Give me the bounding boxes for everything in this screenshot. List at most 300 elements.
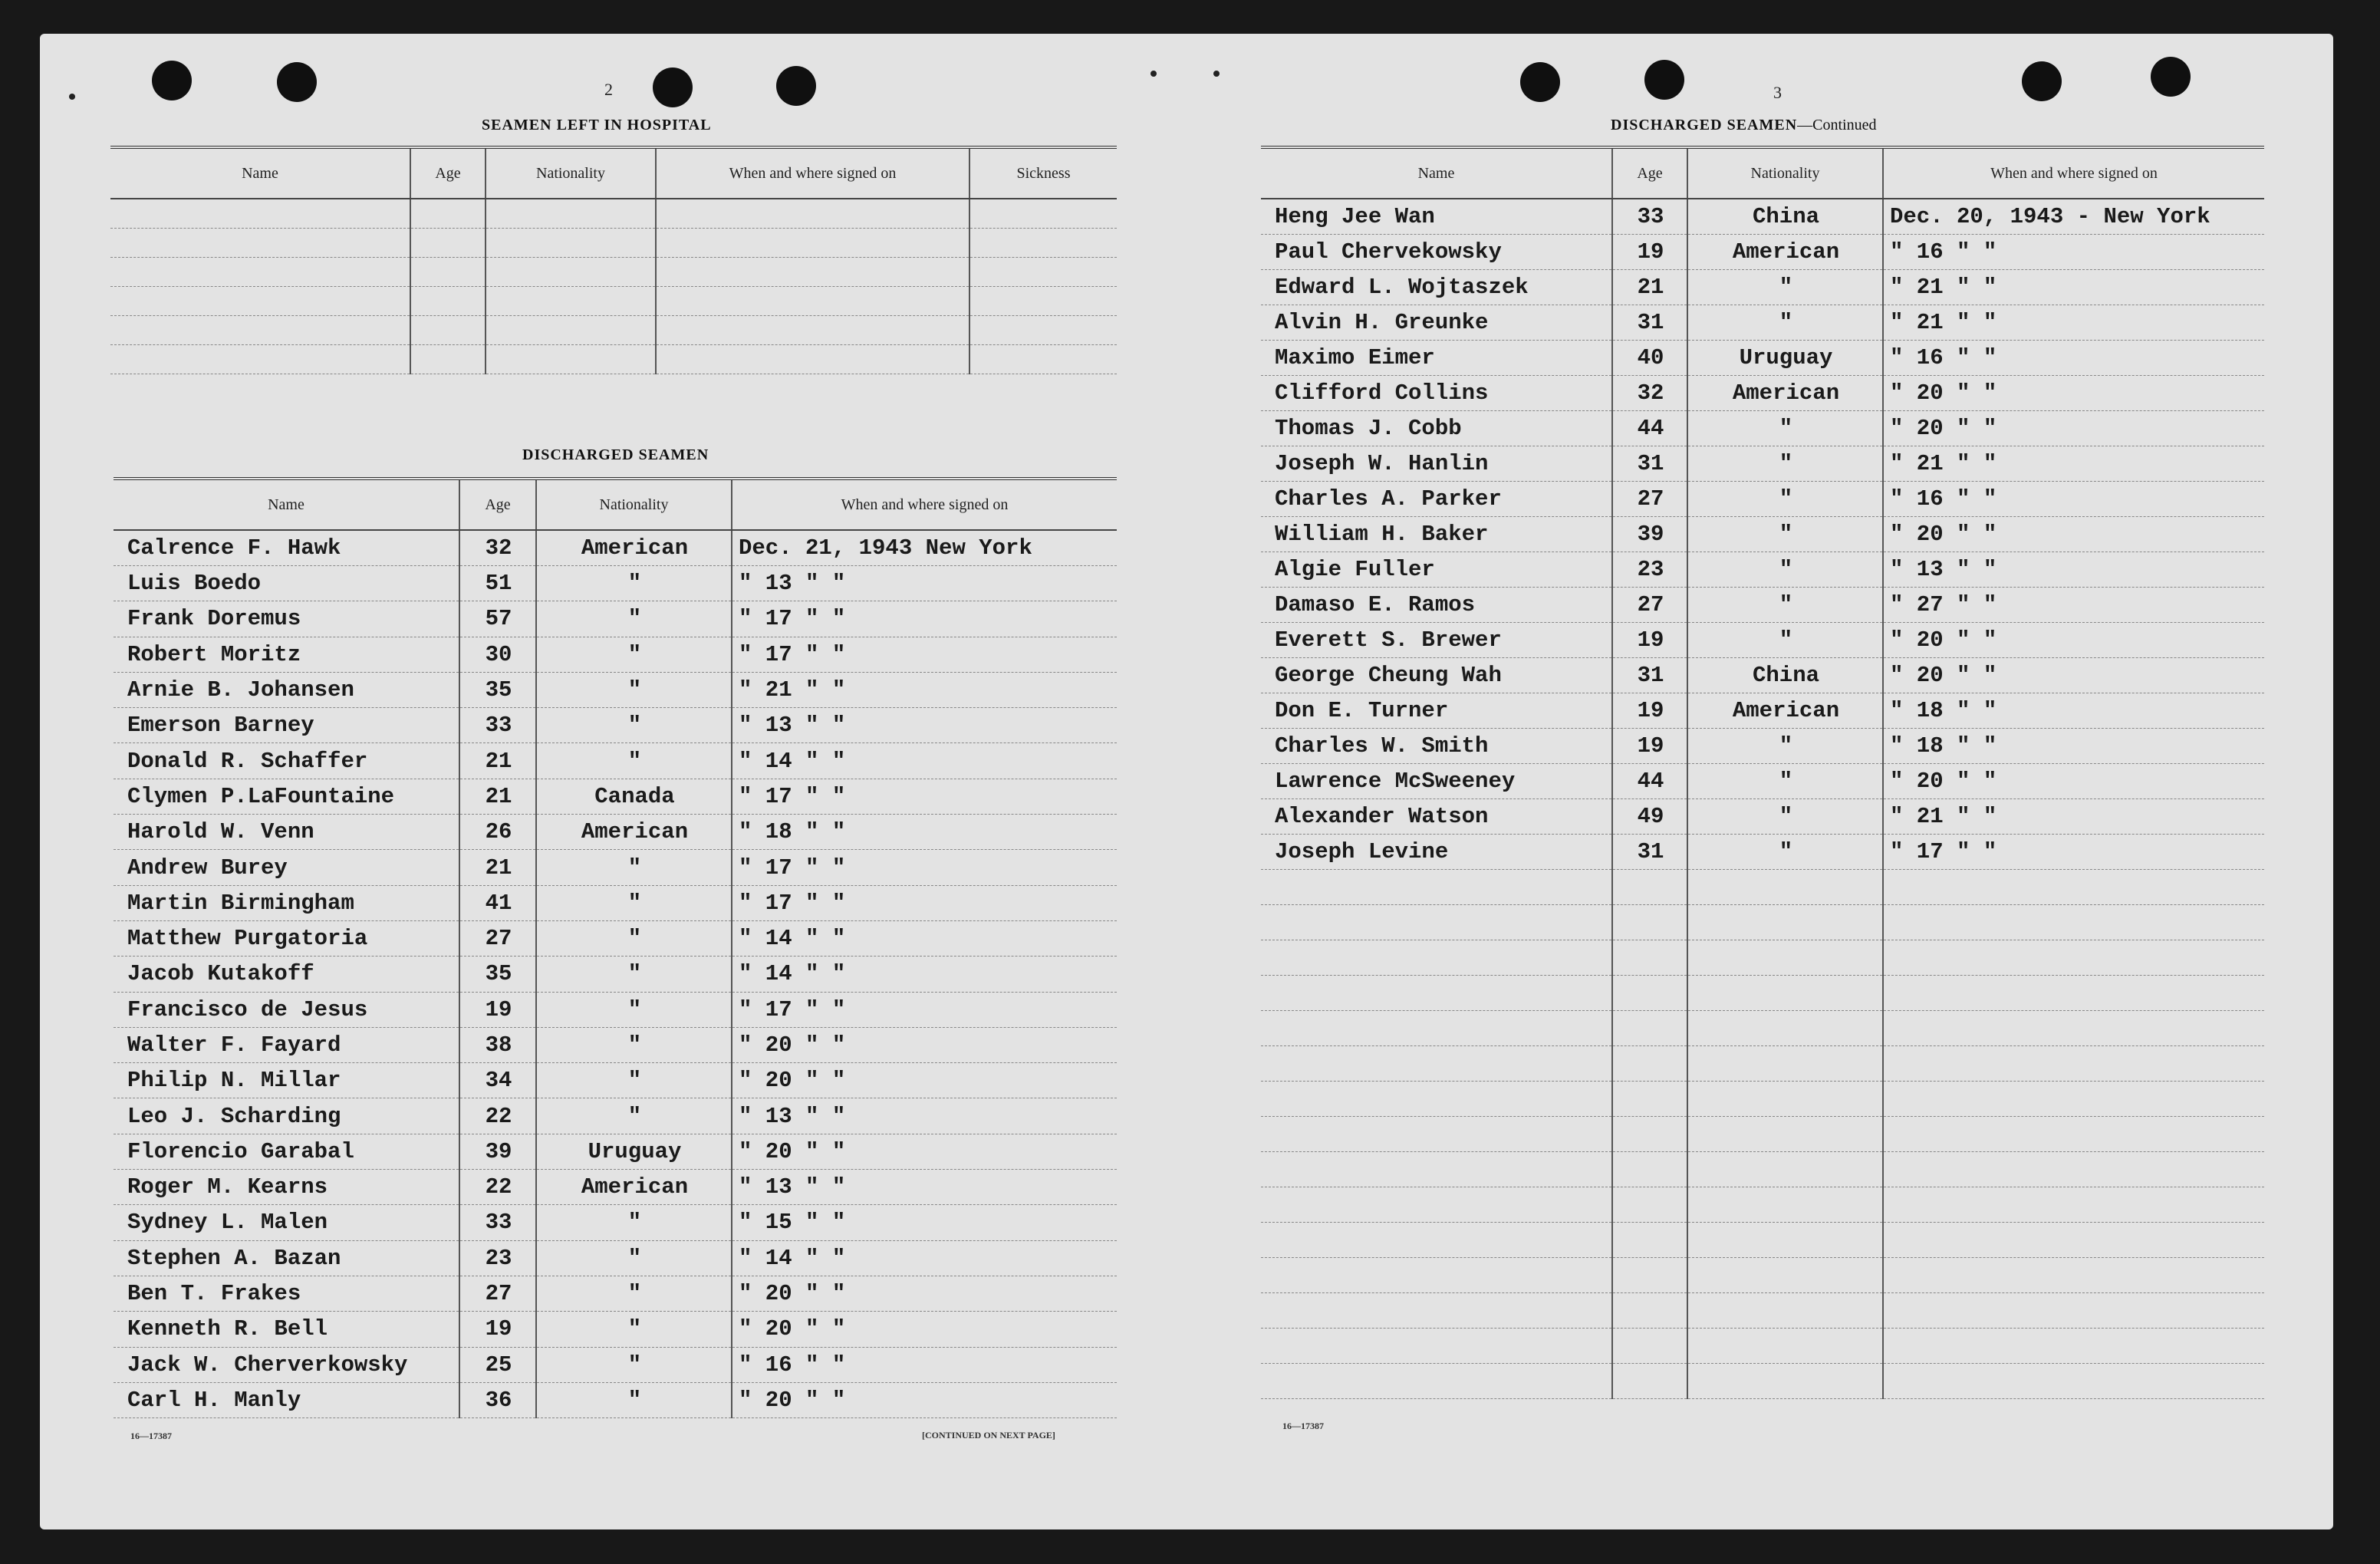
seaman-name: Matthew Purgatoria	[114, 920, 459, 956]
seaman-nationality	[1687, 870, 1883, 905]
signed-on: " 20 " "	[1883, 376, 2264, 411]
seaman-nationality: "	[536, 850, 732, 885]
signed-on	[1883, 1152, 2264, 1187]
signed-on: " 17 " "	[732, 779, 1117, 814]
seaman-name: Clymen P.LaFountaine	[114, 779, 459, 814]
seaman-nationality: "	[1687, 517, 1883, 552]
seaman-nationality: "	[536, 957, 732, 992]
seaman-nationality: "	[536, 1063, 732, 1098]
ink-speck	[1213, 71, 1220, 77]
signed-on: " 18 " "	[1883, 729, 2264, 764]
blank-row	[110, 287, 1117, 316]
blank-row	[110, 316, 1117, 345]
seaman-name: Emerson Barney	[114, 708, 459, 743]
seaman-name: Don E. Turner	[1261, 693, 1612, 729]
signed-on: Dec. 21, 1943 New York	[732, 530, 1117, 566]
punch-hole	[776, 66, 816, 106]
table-row	[1261, 764, 2264, 799]
table-row	[114, 1382, 1117, 1417]
seaman-age	[1612, 1117, 1687, 1152]
signed-on: " 17 " "	[732, 885, 1117, 920]
seaman-name	[1261, 1046, 1612, 1082]
seaman-name: William H. Baker	[1261, 517, 1612, 552]
seaman-name: Leo J. Scharding	[114, 1098, 459, 1134]
signed-on: " 13 " "	[1883, 552, 2264, 588]
blank-row	[110, 199, 1117, 229]
seaman-age: 27	[1612, 482, 1687, 517]
seaman-nationality: "	[1687, 482, 1883, 517]
table-row	[114, 1312, 1117, 1347]
table-row	[114, 1276, 1117, 1311]
blank-row	[1261, 1293, 2264, 1329]
signed-on: " 13 " "	[732, 566, 1117, 601]
seaman-name: Edward L. Wojtaszek	[1261, 270, 1612, 305]
signed-on: " 17 " "	[732, 637, 1117, 672]
seaman-nationality: "	[1687, 270, 1883, 305]
table-row	[114, 672, 1117, 707]
blank-row	[1261, 1258, 2264, 1293]
blank-row	[1261, 870, 2264, 905]
table-row	[1261, 411, 2264, 446]
seaman-nationality: "	[536, 708, 732, 743]
signed-on: " 17 " "	[1883, 835, 2264, 870]
punch-hole	[653, 67, 693, 107]
table-row	[1261, 835, 2264, 870]
table-row	[114, 601, 1117, 637]
empty-cell	[486, 199, 656, 229]
seaman-name: Andrew Burey	[114, 850, 459, 885]
signed-on: " 14 " "	[732, 957, 1117, 992]
empty-cell	[410, 287, 486, 316]
seaman-age: 36	[459, 1382, 536, 1417]
seaman-age: 27	[459, 920, 536, 956]
seaman-name	[1261, 1364, 1612, 1399]
seaman-age: 21	[1612, 270, 1687, 305]
seaman-age: 32	[459, 530, 536, 566]
seaman-age: 21	[459, 743, 536, 779]
signed-on: " 17 " "	[732, 850, 1117, 885]
signed-on	[1883, 1364, 2264, 1399]
blank-row	[1261, 905, 2264, 940]
seaman-nationality: "	[536, 672, 732, 707]
seaman-nationality	[1687, 1223, 1883, 1258]
seaman-name	[1261, 1258, 1612, 1293]
signed-on	[1883, 1258, 2264, 1293]
empty-cell	[110, 345, 410, 374]
seaman-name	[1261, 905, 1612, 940]
seaman-name	[1261, 870, 1612, 905]
signed-on: " 21 " "	[1883, 270, 2264, 305]
seaman-nationality: China	[1687, 199, 1883, 235]
empty-cell	[410, 229, 486, 258]
seaman-nationality: "	[1687, 446, 1883, 482]
seaman-age: 19	[459, 992, 536, 1027]
seaman-age: 44	[1612, 764, 1687, 799]
col-header-nationality: Nationality	[486, 147, 656, 199]
seaman-nationality: "	[536, 885, 732, 920]
signed-on: " 16 " "	[732, 1347, 1117, 1382]
table-row	[1261, 305, 2264, 341]
signed-on: " 15 " "	[732, 1205, 1117, 1240]
table-row	[114, 1240, 1117, 1276]
empty-cell	[969, 287, 1117, 316]
table-row	[114, 779, 1117, 814]
seaman-name	[1261, 1152, 1612, 1187]
seaman-age: 49	[1612, 799, 1687, 835]
blank-row	[1261, 1011, 2264, 1046]
signed-on: " 16 " "	[1883, 482, 2264, 517]
signed-on	[1883, 1187, 2264, 1223]
seaman-age	[1612, 905, 1687, 940]
seaman-age: 26	[459, 815, 536, 850]
seaman-age	[1612, 1223, 1687, 1258]
discharged-table	[114, 477, 1117, 1418]
seaman-age: 27	[459, 1276, 536, 1311]
signed-on: " 20 " "	[1883, 764, 2264, 799]
seaman-age: 33	[459, 708, 536, 743]
seaman-nationality: China	[1687, 658, 1883, 693]
seaman-nationality: American	[536, 815, 732, 850]
signed-on: " 13 " "	[732, 1098, 1117, 1134]
seaman-age: 39	[1612, 517, 1687, 552]
signed-on: Dec. 20, 1943 - New York	[1883, 199, 2264, 235]
table-row	[1261, 376, 2264, 411]
seaman-nationality: American	[536, 530, 732, 566]
seaman-name: Florencio Garabal	[114, 1134, 459, 1169]
seaman-name: Lawrence McSweeney	[1261, 764, 1612, 799]
seaman-nationality: "	[1687, 305, 1883, 341]
signed-on: " 20 " "	[732, 1027, 1117, 1062]
seaman-nationality: "	[536, 1347, 732, 1382]
seaman-nationality	[1687, 1187, 1883, 1223]
table-row	[114, 1170, 1117, 1205]
seaman-nationality: "	[536, 1240, 732, 1276]
page-number: 2	[604, 80, 613, 99]
empty-cell	[656, 287, 969, 316]
signed-on: " 16 " "	[1883, 341, 2264, 376]
seaman-nationality: American	[536, 1170, 732, 1205]
seaman-age	[1612, 1187, 1687, 1223]
table-row	[114, 1205, 1117, 1240]
table-row	[1261, 341, 2264, 376]
empty-cell	[486, 229, 656, 258]
seaman-nationality: "	[1687, 623, 1883, 658]
signed-on	[1883, 905, 2264, 940]
table-row	[114, 530, 1117, 566]
seaman-name: Alexander Watson	[1261, 799, 1612, 835]
seaman-age	[1612, 940, 1687, 976]
seaman-name	[1261, 940, 1612, 976]
seaman-age: 31	[1612, 446, 1687, 482]
blank-row	[1261, 1187, 2264, 1223]
seaman-nationality: American	[1687, 693, 1883, 729]
table-row	[114, 815, 1117, 850]
signed-on: " 20 " "	[1883, 411, 2264, 446]
col-header-sickness: Sickness	[969, 147, 1117, 199]
form-number: 16—17387	[130, 1431, 172, 1441]
seaman-age: 31	[1612, 305, 1687, 341]
ink-speck	[69, 94, 75, 100]
seaman-name: Walter F. Fayard	[114, 1027, 459, 1062]
blank-row	[110, 229, 1117, 258]
signed-on	[1883, 1046, 2264, 1082]
seaman-age	[1612, 1152, 1687, 1187]
table-row	[1261, 235, 2264, 270]
seaman-name: Robert Moritz	[114, 637, 459, 672]
seaman-age: 19	[1612, 623, 1687, 658]
discharged-section-title: DISCHARGED SEAMEN	[522, 446, 709, 463]
punch-hole	[2022, 61, 2062, 101]
signed-on: " 21 " "	[1883, 305, 2264, 341]
seaman-nationality: "	[536, 637, 732, 672]
signed-on	[1883, 1329, 2264, 1364]
blank-row	[1261, 1082, 2264, 1117]
seaman-age: 19	[1612, 729, 1687, 764]
seaman-age	[1612, 1293, 1687, 1329]
ink-speck	[1150, 71, 1157, 77]
seaman-age	[1612, 1364, 1687, 1399]
seaman-name: Clifford Collins	[1261, 376, 1612, 411]
page-number: 3	[1773, 83, 1782, 102]
seaman-age	[1612, 1329, 1687, 1364]
table-row	[1261, 517, 2264, 552]
seaman-nationality	[1687, 1329, 1883, 1364]
table-row	[114, 637, 1117, 672]
seaman-nationality: "	[1687, 588, 1883, 623]
blank-row	[1261, 1117, 2264, 1152]
empty-cell	[486, 345, 656, 374]
seaman-nationality: Canada	[536, 779, 732, 814]
col-header-nationality: Nationality	[536, 479, 732, 530]
signed-on: " 14 " "	[732, 920, 1117, 956]
col-header-nationality: Nationality	[1687, 147, 1883, 199]
left-page	[40, 34, 1175, 1529]
seaman-name	[1261, 1329, 1612, 1364]
seaman-name: Alvin H. Greunke	[1261, 305, 1612, 341]
table-row	[114, 957, 1117, 992]
signed-on: " 27 " "	[1883, 588, 2264, 623]
seaman-name: Philip N. Millar	[114, 1063, 459, 1098]
table-row	[114, 1134, 1117, 1169]
seaman-name: Arnie B. Johansen	[114, 672, 459, 707]
seaman-nationality	[1687, 1046, 1883, 1082]
seaman-age: 30	[459, 637, 536, 672]
seaman-age: 23	[1612, 552, 1687, 588]
seaman-nationality: "	[536, 920, 732, 956]
col-header-age: Age	[459, 479, 536, 530]
seaman-age: 27	[1612, 588, 1687, 623]
table-row	[1261, 446, 2264, 482]
empty-cell	[656, 199, 969, 229]
empty-cell	[110, 287, 410, 316]
table-row	[114, 1347, 1117, 1382]
signed-on	[1883, 870, 2264, 905]
seaman-age: 32	[1612, 376, 1687, 411]
seaman-name: Ben T. Frakes	[114, 1276, 459, 1311]
empty-cell	[110, 199, 410, 229]
seaman-nationality	[1687, 905, 1883, 940]
signed-on: " 20 " "	[732, 1382, 1117, 1417]
table-row	[114, 992, 1117, 1027]
seaman-nationality	[1687, 1011, 1883, 1046]
seaman-nationality: "	[536, 601, 732, 637]
title-main: DISCHARGED SEAMEN	[1611, 117, 1798, 133]
seaman-name: Everett S. Brewer	[1261, 623, 1612, 658]
seaman-nationality	[1687, 976, 1883, 1011]
seaman-age	[1612, 1258, 1687, 1293]
seaman-name: Thomas J. Cobb	[1261, 411, 1612, 446]
seaman-nationality: "	[1687, 764, 1883, 799]
seaman-age: 35	[459, 672, 536, 707]
col-header-name: Name	[110, 147, 410, 199]
seaman-name	[1261, 1117, 1612, 1152]
seaman-age: 25	[459, 1347, 536, 1382]
seaman-age: 22	[459, 1170, 536, 1205]
seaman-nationality: American	[1687, 235, 1883, 270]
signed-on	[1883, 940, 2264, 976]
empty-cell	[486, 316, 656, 345]
seaman-age	[1612, 1082, 1687, 1117]
seaman-name: George Cheung Wah	[1261, 658, 1612, 693]
seaman-nationality: "	[536, 1312, 732, 1347]
seaman-nationality: "	[1687, 552, 1883, 588]
signed-on: " 14 " "	[732, 743, 1117, 779]
seaman-name	[1261, 1011, 1612, 1046]
blank-row	[1261, 976, 2264, 1011]
col-header-signed-on: When and where signed on	[656, 147, 969, 199]
signed-on: " 14 " "	[732, 1240, 1117, 1276]
title-suffix: —Continued	[1797, 117, 1877, 133]
discharged-continued-title	[1611, 117, 1877, 134]
seaman-age: 33	[1612, 199, 1687, 235]
empty-cell	[486, 287, 656, 316]
empty-cell	[486, 258, 656, 287]
seaman-name: Carl H. Manly	[114, 1382, 459, 1417]
seaman-nationality	[1687, 1258, 1883, 1293]
empty-cell	[969, 199, 1117, 229]
seaman-nationality	[1687, 940, 1883, 976]
signed-on: " 21 " "	[1883, 799, 2264, 835]
blank-row	[1261, 1152, 2264, 1187]
table-row	[1261, 199, 2264, 235]
empty-cell	[656, 345, 969, 374]
empty-cell	[969, 229, 1117, 258]
punch-hole	[1644, 60, 1684, 100]
table-row	[1261, 588, 2264, 623]
col-header-name: Name	[114, 479, 459, 530]
seaman-age: 57	[459, 601, 536, 637]
seaman-age: 31	[1612, 835, 1687, 870]
seaman-name: Roger M. Kearns	[114, 1170, 459, 1205]
punch-hole	[2151, 57, 2191, 97]
table-row	[1261, 729, 2264, 764]
table-row	[114, 850, 1117, 885]
signed-on: " 21 " "	[732, 672, 1117, 707]
seaman-age: 51	[459, 566, 536, 601]
seaman-name: Harold W. Venn	[114, 815, 459, 850]
empty-cell	[110, 229, 410, 258]
seaman-age: 33	[459, 1205, 536, 1240]
col-header-age: Age	[410, 147, 486, 199]
empty-cell	[410, 345, 486, 374]
table-row	[114, 1027, 1117, 1062]
seaman-name: Sydney L. Malen	[114, 1205, 459, 1240]
seaman-nationality: Uruguay	[536, 1134, 732, 1169]
seaman-name: Jack W. Cherverkowsky	[114, 1347, 459, 1382]
col-header-signed-on: When and where signed on	[1883, 147, 2264, 199]
seaman-name: Frank Doremus	[114, 601, 459, 637]
seaman-age: 41	[459, 885, 536, 920]
seaman-nationality: Uruguay	[1687, 341, 1883, 376]
seaman-nationality	[1687, 1293, 1883, 1329]
seaman-nationality: "	[1687, 729, 1883, 764]
seaman-age	[1612, 1046, 1687, 1082]
seaman-age: 22	[459, 1098, 536, 1134]
signed-on	[1883, 1223, 2264, 1258]
seaman-name: Jacob Kutakoff	[114, 957, 459, 992]
table-row	[114, 1063, 1117, 1098]
blank-row	[1261, 1329, 2264, 1364]
empty-cell	[410, 199, 486, 229]
seaman-age: 31	[1612, 658, 1687, 693]
empty-cell	[969, 345, 1117, 374]
seaman-nationality	[1687, 1082, 1883, 1117]
signed-on: " 18 " "	[1883, 693, 2264, 729]
seaman-nationality: "	[1687, 835, 1883, 870]
table-row	[1261, 658, 2264, 693]
seaman-name: Donald R. Schaffer	[114, 743, 459, 779]
signed-on: " 20 " "	[732, 1063, 1117, 1098]
punch-hole	[277, 62, 317, 102]
table-row	[114, 708, 1117, 743]
table-row	[114, 1098, 1117, 1134]
seaman-name	[1261, 1223, 1612, 1258]
signed-on	[1883, 976, 2264, 1011]
seaman-age	[1612, 1011, 1687, 1046]
seaman-name: Heng Jee Wan	[1261, 199, 1612, 235]
seaman-name: Algie Fuller	[1261, 552, 1612, 588]
discharged-continued-table	[1261, 146, 2264, 1399]
seaman-name	[1261, 1082, 1612, 1117]
empty-cell	[656, 258, 969, 287]
seaman-nationality	[1687, 1152, 1883, 1187]
seaman-name: Joseph Levine	[1261, 835, 1612, 870]
blank-row	[110, 345, 1117, 374]
seaman-nationality	[1687, 1364, 1883, 1399]
seaman-age: 19	[459, 1312, 536, 1347]
seaman-name: Kenneth R. Bell	[114, 1312, 459, 1347]
signed-on: " 16 " "	[1883, 235, 2264, 270]
seaman-nationality: "	[536, 1382, 732, 1417]
seaman-name: Paul Chervekowsky	[1261, 235, 1612, 270]
seaman-nationality: "	[536, 1027, 732, 1062]
seaman-nationality: "	[1687, 411, 1883, 446]
seaman-name: Maximo Eimer	[1261, 341, 1612, 376]
blank-row	[1261, 1046, 2264, 1082]
seaman-name: Charles W. Smith	[1261, 729, 1612, 764]
seaman-name: Calrence F. Hawk	[114, 530, 459, 566]
form-number: 16—17387	[1282, 1421, 1324, 1431]
signed-on: " 13 " "	[732, 1170, 1117, 1205]
col-header-signed-on: When and where signed on	[732, 479, 1117, 530]
seaman-age	[1612, 870, 1687, 905]
signed-on: " 20 " "	[732, 1134, 1117, 1169]
col-header-age: Age	[1612, 147, 1687, 199]
signed-on: " 21 " "	[1883, 446, 2264, 482]
table-row	[1261, 270, 2264, 305]
seaman-nationality: "	[1687, 799, 1883, 835]
seaman-name: Stephen A. Bazan	[114, 1240, 459, 1276]
